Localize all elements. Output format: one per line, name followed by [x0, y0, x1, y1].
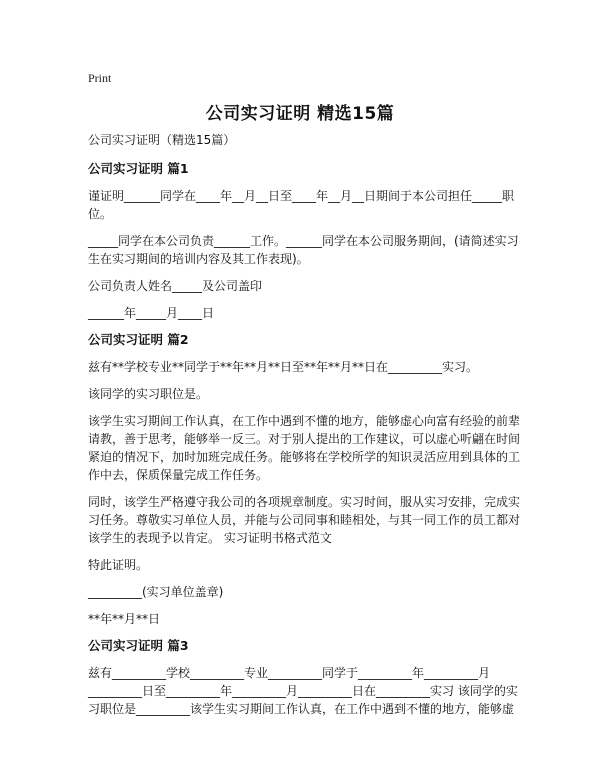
paragraph: 谨证明______同学在____年__月__日至____年__月__日期间于本公司担任_____职位。: [88, 189, 515, 221]
document-subtitle: 公司实习证明（精选15篇）: [88, 133, 236, 147]
paragraph: 同时，该学生严格遵守我公司的各项规章制度。实习时间，服从实习安排，完成实习任务。尊敬实习单位人员，并能与公司同事和睦相处，与其一同工作的员工都对该学生的表现予以肯定。 实习证明书格式范文: [88, 495, 521, 545]
section-2: [88, 331, 520, 628]
page-title: 公司实习证明 精选15篇: [205, 104, 395, 124]
paragraph: _________(实习单位盖章): [88, 585, 224, 599]
document-body: [88, 131, 520, 727]
section-heading: 公司实习证明 篇3: [88, 638, 189, 653]
paragraph: 该学生实习期间工作认真，在工作中遇到不懂的地方，能够虚心向富有经验的前辈请教，善于思考，能够举一反三。对于别人提出的工作建议，可以虚心听翩在时间紧迫的情况下，加时加班完成任务。能够将在学校所学的知识灵活应用到具体的工作中去，保质保量完成工作任务。: [88, 414, 521, 482]
section-heading: 公司实习证明 篇2: [88, 332, 189, 347]
section-heading: 公司实习证明 篇1: [88, 161, 189, 176]
paragraph: 该同学的实习职位是。: [88, 387, 209, 401]
paragraph: ______年_____月____日: [88, 306, 215, 320]
paragraph: 特此证明。: [88, 558, 149, 572]
paragraph: 兹有**学校专业**同学于**年**月**日至**年**月**日在_________实习。: [88, 360, 479, 374]
paragraph: 公司负责人姓名_____及公司盖印: [88, 279, 263, 293]
paragraph: 兹有_________学校_________专业_________同学于_________年_________月_________日至_________年_________月_________日在_________实习 该同学的实习职位是_________该学生实习期间工作认真，在工作中遇到不懂的地方，能够虚: [88, 666, 518, 716]
paragraph: _____同学在本公司负责______工作。______同学在本公司服务期间，(请简述实习生在实习期间的培训内容及其工作表现)。: [88, 234, 519, 266]
print-link[interactable]: Print: [88, 71, 112, 85]
section-3: [88, 637, 520, 718]
paragraph: **年**月**日: [88, 612, 161, 626]
section-1: [88, 160, 520, 322]
